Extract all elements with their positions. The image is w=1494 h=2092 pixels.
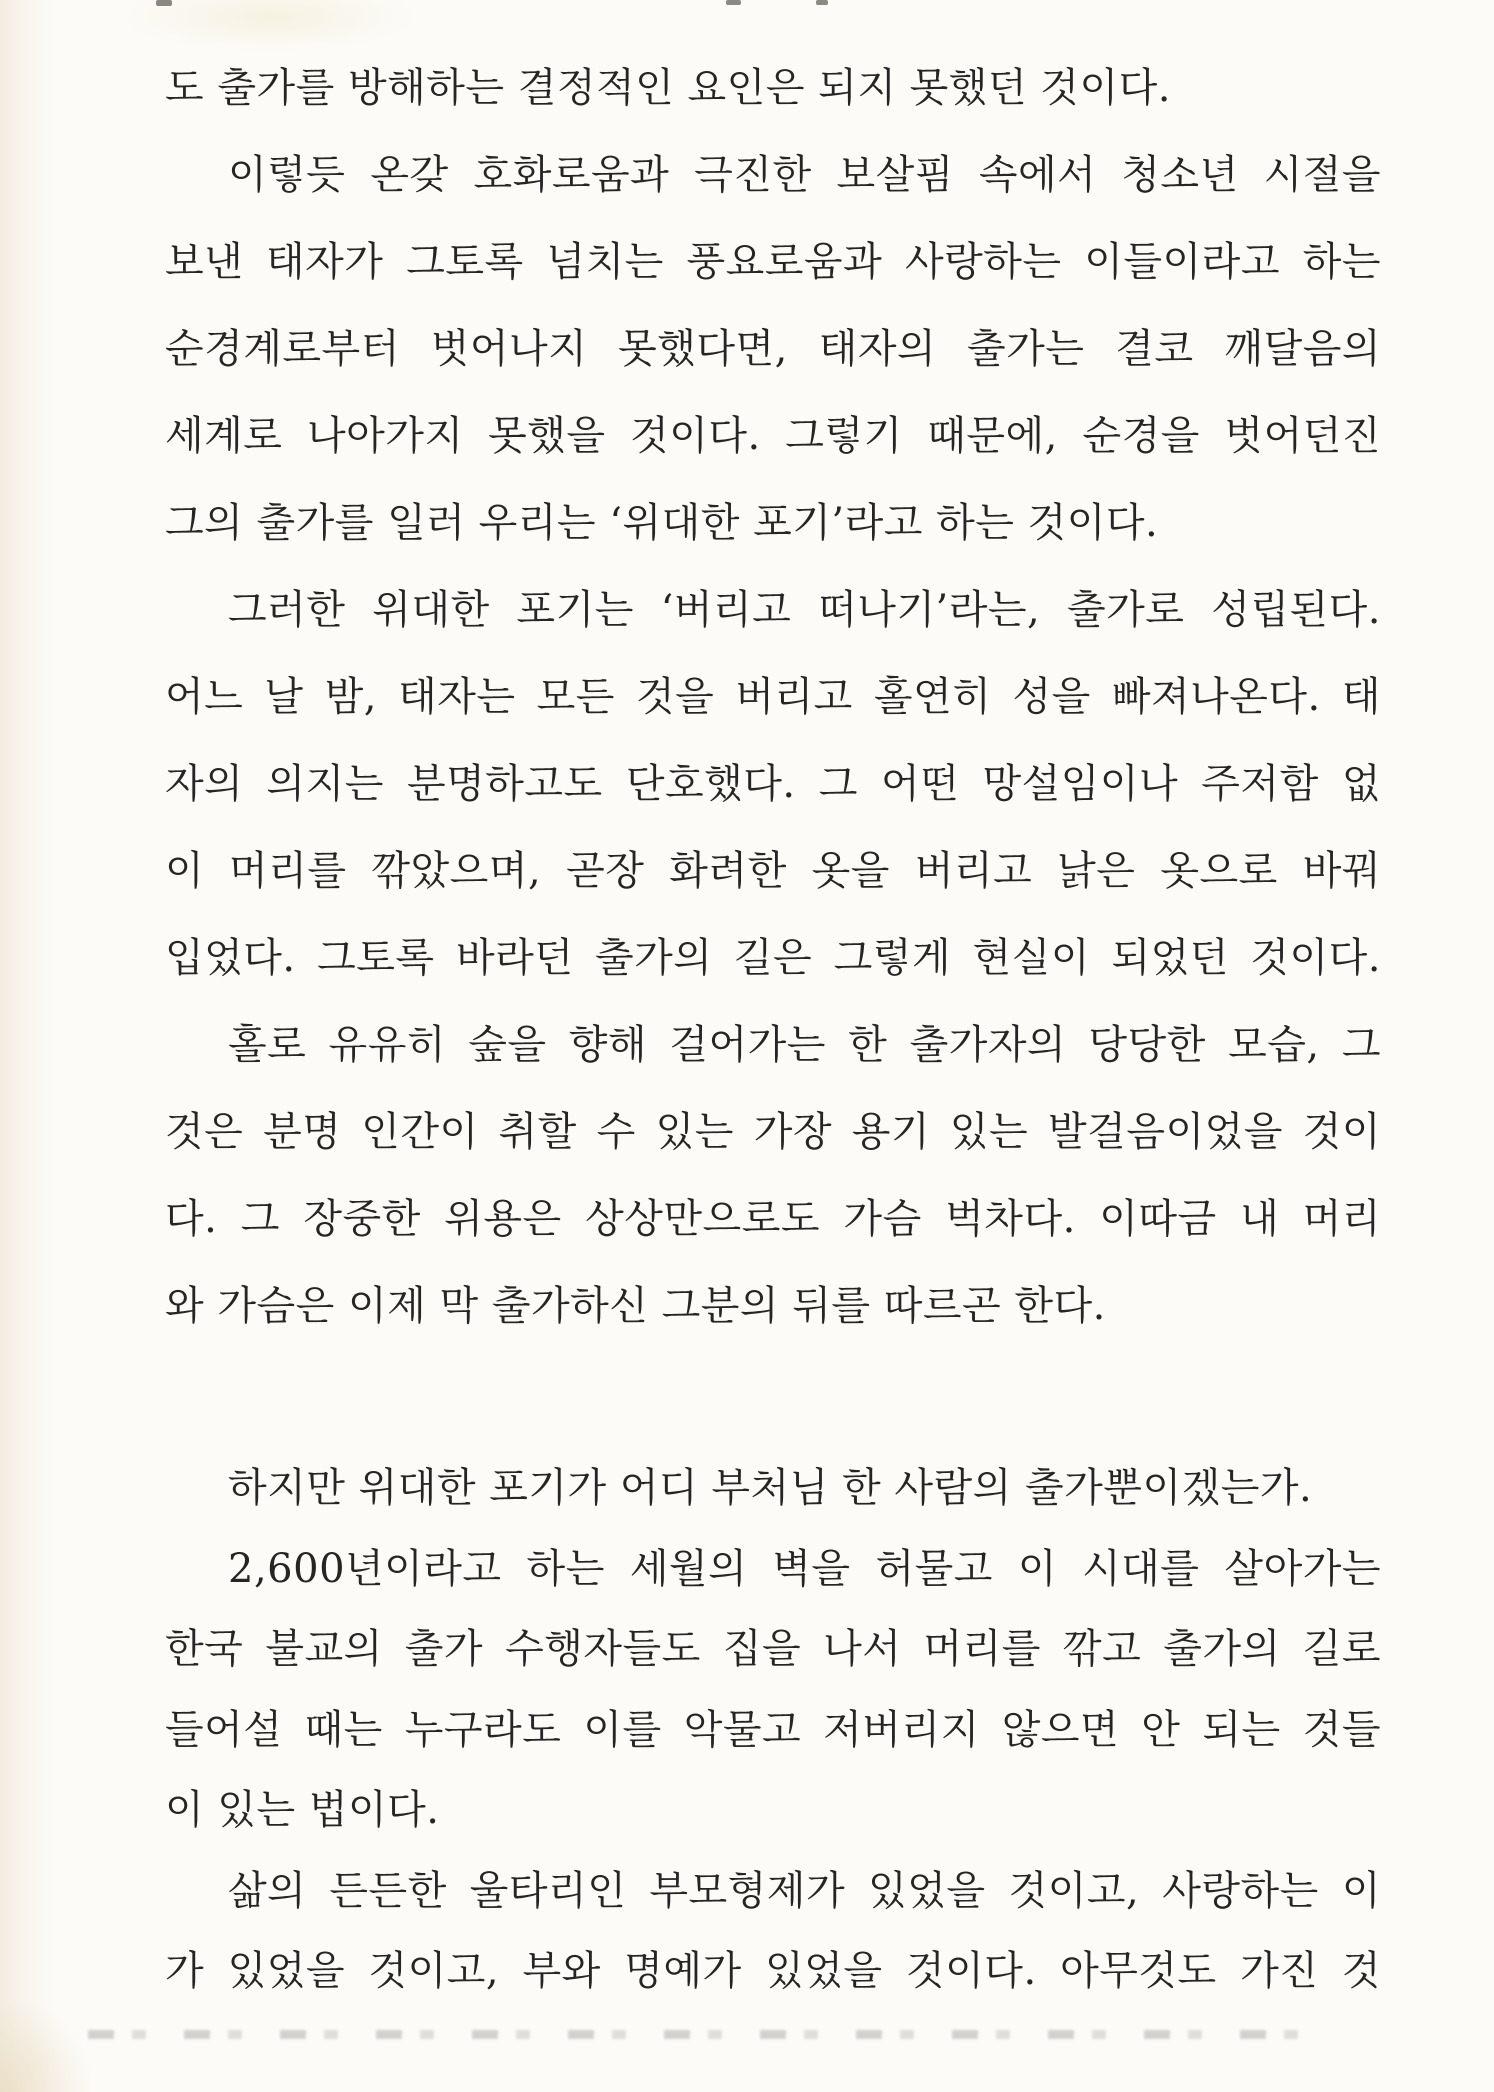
text-line-5: 세계로 나아가지 못했을 것이다. 그렇기 때문에, 순경을 벗어던진 bbox=[165, 413, 1381, 459]
text-line-14: 다. 그 장중한 위용은 상상만으로도 가슴 벅차다. 이따금 내 머리 bbox=[165, 1196, 1381, 1242]
text-line-10: 이 머리를 깎았으며, 곧장 화려한 옷을 버리고 낡은 옷으로 바꿔 bbox=[165, 848, 1381, 894]
text-line-8: 어느 날 밤, 태자는 모든 것을 버리고 홀연히 성을 빠져나온다. 태 bbox=[165, 674, 1381, 720]
text-line-18: 2,600년이라고 하는 세월의 벽을 허물고 이 시대를 살아가는 bbox=[228, 1545, 1381, 1592]
text-line-17: 하지만 위대한 포기가 어디 부처님 한 사람의 출가뿐이겠는가. bbox=[228, 1465, 1313, 1511]
text-line-12: 홀로 유유히 숲을 향해 걸어가는 한 출가자의 당당한 모습, 그 bbox=[228, 1022, 1381, 1068]
text-line-7: 그러한 위대한 포기는 ‘버리고 떠나기’라는, 출가로 성립된다. bbox=[228, 587, 1381, 633]
text-line-15: 와 가슴은 이제 막 출가하신 그분의 뒤를 따르곤 한다. bbox=[165, 1283, 1106, 1329]
text-line-1: 도 출가를 방해하는 결정적인 요인은 되지 못했던 것이다. bbox=[165, 65, 1171, 111]
text-line-2: 이렇듯 온갖 호화로움과 극진한 보살핌 속에서 청소년 시절을 bbox=[228, 152, 1381, 198]
text-line-9: 자의 의지는 분명하고도 단호했다. 그 어떤 망설임이나 주저함 없 bbox=[165, 761, 1381, 807]
text-line-11: 입었다. 그토록 바라던 출가의 길은 그렇게 현실이 되었던 것이다. bbox=[165, 935, 1381, 981]
text-line-20: 들어설 때는 누구라도 이를 악물고 저버리지 않으면 안 되는 것들 bbox=[165, 1706, 1381, 1753]
text-line-4: 순경계로부터 벗어나지 못했다면, 태자의 출가는 결코 깨달음의 bbox=[165, 326, 1381, 372]
text-line-23: 가 있었을 것이고, 부와 명예가 있었을 것이다. 아무것도 가진 것 bbox=[165, 1948, 1381, 1994]
text-line-6: 그의 출가를 일러 우리는 ‘위대한 포기’라고 하는 것이다. bbox=[165, 500, 1159, 546]
text-line-21: 이 있는 법이다. bbox=[165, 1787, 440, 1833]
scan-bottom-left-shade bbox=[0, 2000, 90, 2092]
page-bottom-cutoff-artifact bbox=[88, 2030, 1320, 2039]
text-line-3: 보낸 태자가 그토록 넘치는 풍요로움과 사랑하는 이들이라고 하는 bbox=[165, 239, 1381, 285]
text-line-13: 것은 분명 인간이 취할 수 있는 가장 용기 있는 발걸음이었을 것이 bbox=[165, 1109, 1381, 1155]
text-line-19: 한국 불교의 출가 수행자들도 집을 나서 머리를 깎고 출가의 길로 bbox=[165, 1626, 1381, 1672]
text-line-22: 삶의 든든한 울타리인 부모형제가 있었을 것이고, 사랑하는 이 bbox=[228, 1867, 1381, 1914]
